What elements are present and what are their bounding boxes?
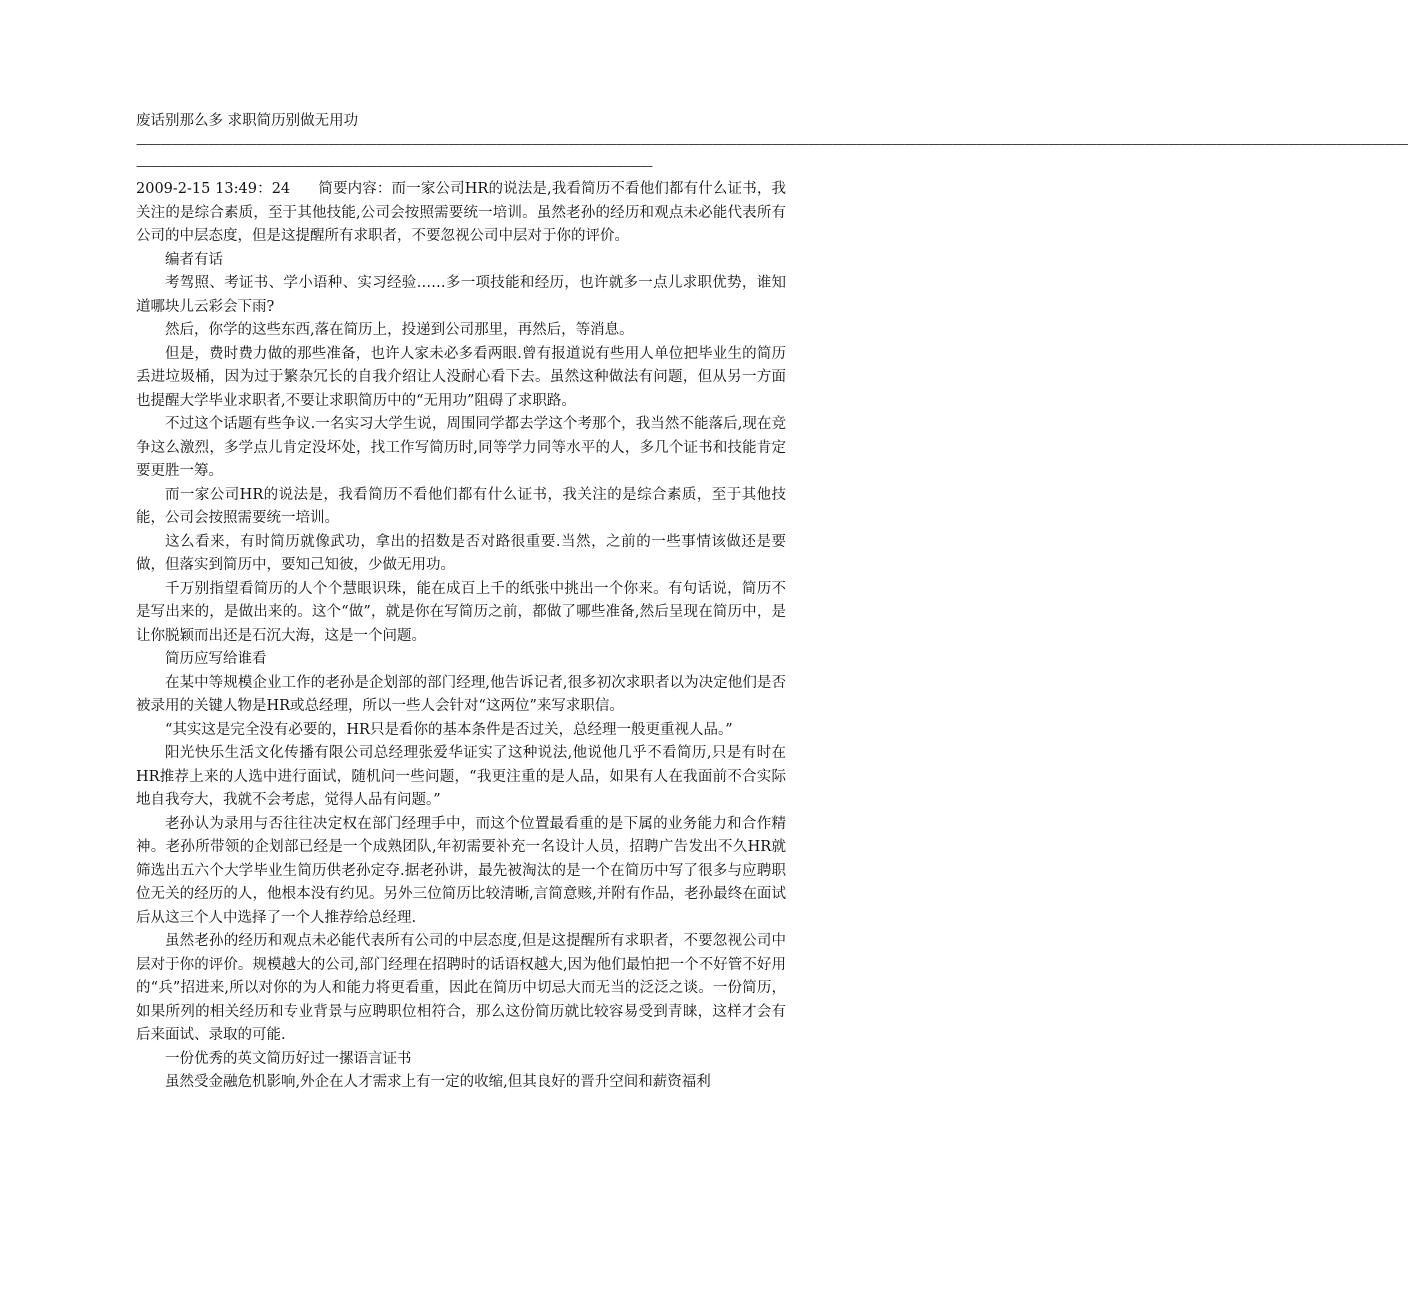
divider-line: —————————————————————————————————————————————————————————————————————————————————————————————————————————— [136,137,1408,152]
section-heading-who-reads: 简历应写给谁看 [165,651,267,667]
body-paragraph: 在某中等规模企业工作的老孙是企划部的部门经理,他告诉记者,很多初次求职者以为决定他们是否被录用的关键人物是HR或总经理，所以一些人会针对“这两位”来写求职信。 [136,674,786,714]
body-paragraph: 虽然受金融危机影响,外企在人才需求上有一定的收缩,但其良好的晋升空间和薪资福利 [165,1074,711,1090]
section-heading-editor: 编者有话 [165,251,223,268]
body-paragraph: 但是，费时费力做的那些准备，也许人家未必多看两眼.曾有报道说有些用人单位把毕业生的简历丢进垃圾桶，因为过于繁杂冗长的自我介绍让人没耐心看下去。虽然这种做法有问题，但从另一方面也提醒大学毕业求职者,不要让求职简历中的“无用功”阻碍了求职路。 [136,345,786,409]
body-paragraph: 这么看来，有时简历就像武功，拿出的招数是否对路很重要.当然，之前的一些事情该做还是要做，但落实到简历中，要知己知彼，少做无用功。 [136,533,786,573]
body-paragraph: 然后，你学的这些东西,落在简历上，投递到公司那里，再然后，等消息。 [165,322,634,338]
divider-line-end: ——————————————————————————————————————————— [136,159,652,174]
article-title: 废话别那么多 求职简历别做无用功 [136,113,359,129]
quote-paragraph: “其实这是完全没有必要的，HR只是看你的基本条件是否过关，总经理一般更重视人品。” [165,721,733,738]
section-heading-english-resume: 一份优秀的英文简历好过一摞语言证书 [165,1050,412,1067]
article [136,108,1408,1095]
body-paragraph: 考驾照、考证书、学小语种、实习经验……多一项技能和经历，也许就多一点儿求职优势，谁知道哪块儿云彩会下雨? [136,275,786,315]
summary-paragraph [136,178,786,249]
body-paragraph: 虽然老孙的经历和观点未必能代表所有公司的中层态度,但是这提醒所有求职者，不要忽视公司中层对于你的评价。规模越大的公司,部门经理在招聘时的话语权越大,因为他们最怕把一个不好管不好用的“兵”招进来,所以对你的为人和能力将更看重，因此在简历中切忌大而无当的泛泛之谈。一份简历，如果所列的相关经历和专业背景与应聘职位相符合，那么这份简历就比较容易受到青睐，这样才会有后来面试、录取的可能. [136,933,786,1043]
body-paragraph: 千万别指望看简历的人个个慧眼识珠，能在成百上千的纸张中挑出一个你来。有句话说，简历不是写出来的，是做出来的。这个“做”，就是你在写简历之前，都做了哪些准备,然后呈现在简历中，是让你脱颖而出还是石沉大海，这是一个问题。 [136,580,786,644]
body-paragraph: 阳光快乐生活文化传播有限公司总经理张爱华证实了这种说法,他说他几乎不看简历,只是有时在HR推荐上来的人选中进行面试，随机问一些问题，“我更注重的是人品，如果有人在我面前不合实际地自我夸大，我就不会考虑，觉得人品有问题。” [136,745,786,808]
summary-text: 简要内容：而一家公司HR的说法是,我看简历不看他们都有什么证书，我关注的是综合素质，至于其他技能,公司会按照需要统一培训。虽然老孙的经历和观点未必能代表所有公司的中层态度，但是这提醒所有求职者，不要忽视公司中层对于你的评价。 [136,181,786,244]
publish-date: 2009-2-15 13:49：24 [136,181,291,197]
body-paragraph: 不过这个话题有些争议.一名实习大学生说，周围同学都去学这个考那个，我当然不能落后,现在竞争这么激烈，多学点儿肯定没坏处，找工作写简历时,同等学力同等水平的人，多几个证书和技能肯定要更胜一筹。 [136,416,786,479]
body-paragraph: 老孙认为录用与否往往决定权在部门经理手中，而这个位置最看重的是下属的业务能力和合作精神。老孙所带领的企划部已经是一个成熟团队,年初需要补充一名设计人员，招聘广告发出不久HR就筛选出五六个大学毕业生简历供老孙定夺.据老孙讲，最先被淘汰的是一个在简历中写了很多与应聘职位无关的经历的人，他根本没有约见。另外三位简历比较清晰,言简意赅,并附有作品，老孙最终在面试后从这三个人中选择了一个人推荐给总经理. [136,815,786,926]
body-paragraph: 而一家公司HR的说法是，我看简历不看他们都有什么证书，我关注的是综合素质，至于其他技能，公司会按照需要统一培训。 [136,486,786,526]
